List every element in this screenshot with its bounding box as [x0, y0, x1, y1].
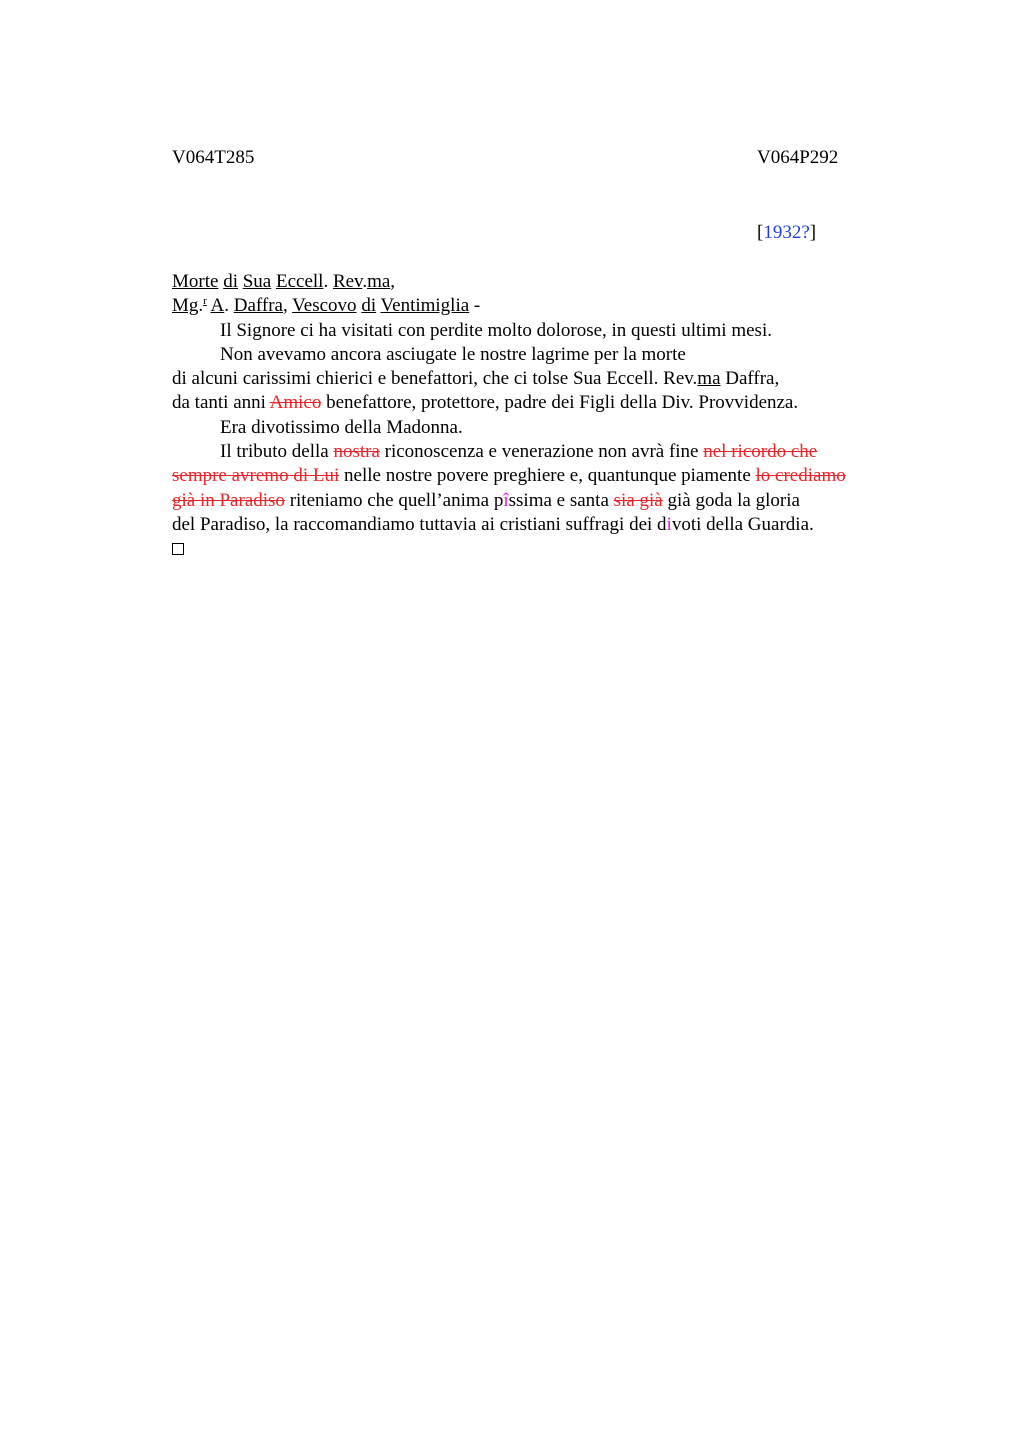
deleted-text: Amico [269, 392, 322, 414]
title-line-2 [172, 294, 932, 318]
inserted-text: i [666, 513, 672, 535]
title-superscript: r [203, 295, 207, 308]
body-line-3 [172, 367, 932, 391]
inserted-text: î [503, 489, 509, 511]
title-tail: - [469, 295, 481, 317]
deleted-text: nostra [333, 441, 380, 463]
deleted-text: lo crediamo [755, 465, 846, 487]
date-value: 1932? [763, 222, 810, 243]
title-punct: . [362, 271, 368, 292]
title-punct: . [323, 271, 333, 292]
body-text: già goda la gloria [662, 489, 800, 511]
body-text: di alcuni carissimi chierici e benefattori, che ci tolse Sua Eccell. Rev. [172, 368, 698, 390]
body-text: riteniamo che quell’anima p [284, 489, 504, 511]
body-line-5: Era divotissimo della Madonna. [220, 416, 463, 438]
title-word: Daffra [233, 295, 283, 317]
title-word: Eccell [275, 271, 324, 292]
body-line-6 [172, 440, 932, 464]
body-text: nelle nostre povere preghiere e, quantunque piamente [339, 465, 756, 487]
body-line-7 [172, 464, 932, 488]
document-code-right: V064P292 [757, 147, 839, 168]
deleted-text: nel ricordo che [703, 441, 818, 463]
title-punct: , [283, 295, 293, 317]
empty-square-icon [172, 543, 184, 555]
body-line-4 [172, 391, 932, 415]
title-word: Mg [172, 295, 199, 317]
title-word: Vescovo [292, 295, 357, 317]
document-body [172, 270, 932, 562]
body-text: voti della Guardia. [671, 513, 814, 535]
body-text: ssima e santa [508, 489, 614, 511]
title-word: Morte [172, 271, 219, 292]
body-line-1: Il Signore ci ha visitati con perdite molto dolorose, in questi ultimi mesi. [220, 319, 772, 341]
title-punct: . [198, 295, 204, 317]
body-text: Daffra, [720, 368, 780, 390]
title-punct: . [224, 295, 234, 317]
body-line-8 [172, 489, 932, 513]
body-line-9 [172, 513, 932, 537]
date-bracket-open: [ [757, 222, 764, 243]
body-underlined-text: ma [697, 368, 721, 390]
title-word: Rev [332, 271, 363, 292]
title-line-1 [172, 270, 932, 294]
date-bracket-close: ] [809, 222, 817, 243]
document-date [757, 221, 816, 245]
body-text: Il tributo della [220, 441, 334, 463]
title-word: di [361, 295, 377, 317]
body-text: del Paradiso, la raccomandiamo tuttavia ai cristiani suffragi dei d [172, 513, 667, 535]
body-text: da tanti anni [172, 392, 270, 414]
title-word: Ventimiglia [380, 295, 470, 317]
deleted-text: sia già [613, 489, 663, 511]
body-line-2: Non avevamo ancora asciugate le nostre lagrime per la morte [220, 343, 686, 365]
title-word: di [223, 271, 238, 292]
deleted-text: già in Paradiso [172, 489, 285, 511]
end-marker-line [172, 537, 932, 561]
title-word: Sua [242, 271, 272, 292]
body-text: riconoscenza e venerazione non avrà fine [379, 441, 704, 463]
deleted-text: sempre avremo di Lui [172, 465, 340, 487]
title-punct: , [390, 271, 396, 292]
body-text: benefattore, protettore, padre dei Figli della Div. Provvidenza. [321, 392, 799, 414]
document-code-left: V064T285 [172, 147, 255, 168]
title-word: ma [367, 271, 391, 292]
title-word: A [210, 295, 225, 317]
